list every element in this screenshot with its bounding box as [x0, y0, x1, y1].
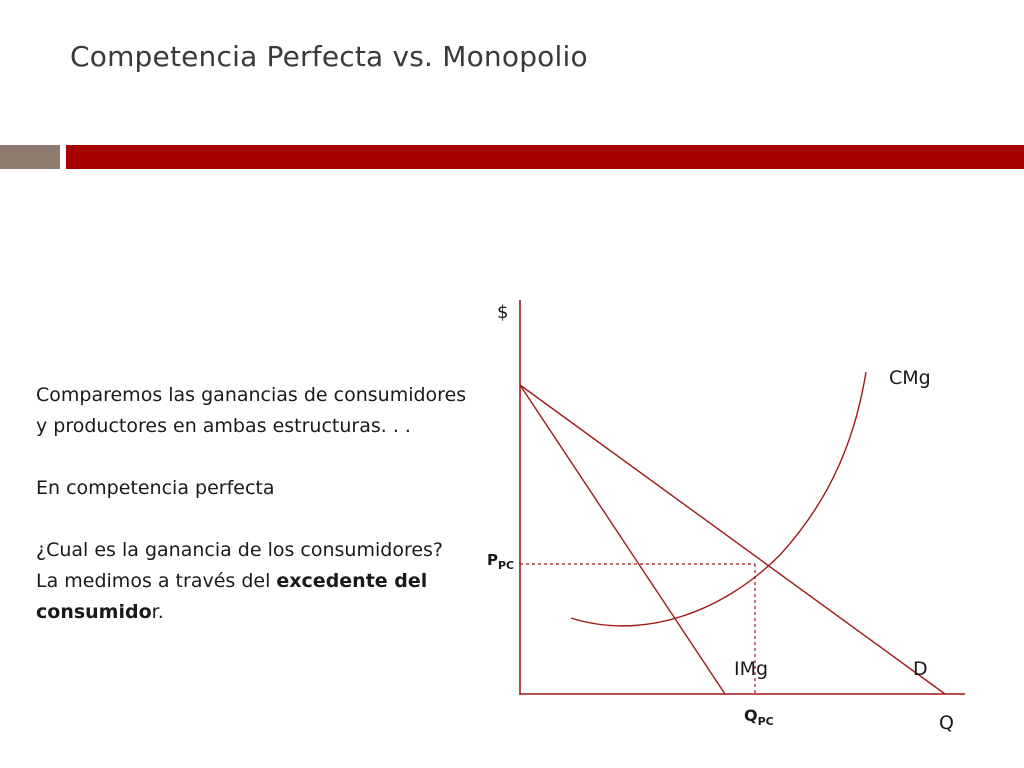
demand-label: D	[913, 658, 928, 680]
x-axis-label: Q	[939, 712, 954, 734]
quantity-label-main: Q	[744, 706, 758, 725]
marginal-cost-curve	[571, 372, 866, 626]
marginal-revenue-label: IMg	[734, 658, 769, 680]
marginal-revenue-curve	[520, 385, 725, 694]
quantity-label	[744, 706, 774, 728]
price-label-subscript: PC	[498, 559, 515, 572]
quantity-label-subscript: PC	[757, 715, 774, 728]
measure-text-suffix: r.	[151, 601, 164, 623]
slide-title: Competencia Perfecta vs. Monopolio	[70, 40, 588, 73]
question-text: ¿Cual es la ganancia de los consumidores?	[36, 539, 444, 561]
price-label-main: P	[487, 551, 498, 569]
consumer-surplus-term: excedente del consumido	[36, 570, 428, 623]
body-paragraph-perfect-competition: En competencia perfecta	[36, 477, 275, 499]
demand-curve	[520, 385, 945, 694]
marginal-cost-label: CMg	[889, 367, 931, 389]
y-axis-label: $	[497, 302, 509, 323]
body-paragraph-intro: Comparemos las ganancias de consumidores y productores en ambas estructuras. . .	[36, 384, 467, 437]
price-label	[487, 551, 514, 572]
measure-text-prefix: La medimos a través del	[36, 570, 277, 592]
